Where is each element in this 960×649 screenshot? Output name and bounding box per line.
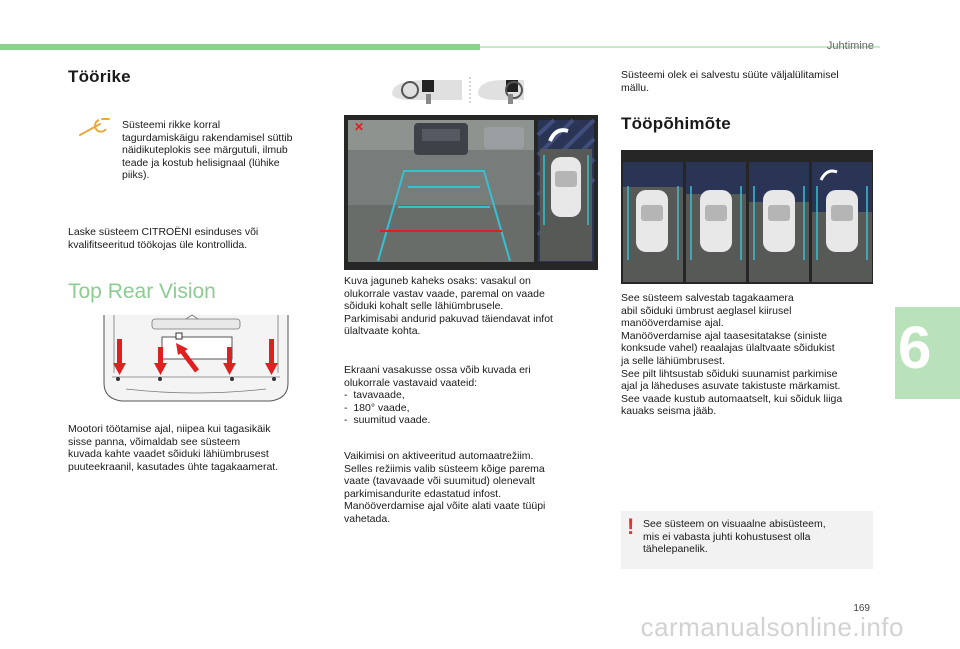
fault-title: Töörike xyxy=(68,67,131,86)
check-text: Laske süsteem CITROËNI esinduses või kvalifitseeritud töökojas üle kontrollida. xyxy=(68,226,259,251)
description: Mootori töötamise ajal, niipea kui tagasikäik sisse panna, võimaldab see süsteem kuvada kahte vaadet sõiduki lähiümbrusest puuteekraanil, kasutades ühte tagakaamerat. xyxy=(68,423,279,473)
watermark: carmanualsonline.info xyxy=(640,612,904,642)
camera-screen-image xyxy=(344,115,598,270)
fault-note: Süsteemi rikke korral tagurdamiskäigu rakendamisel süttib näidikuteplokis see märgutuli, ilmub teade ja kostub helisignaal (lühike piiks). xyxy=(122,119,293,182)
screen-parts-text: Kuva jaguneb kaheks osaks: vasakul on olukorrale vastav vaade, paremal on vaade sõiduki kohalt selle lähiümbrusele. Parkimisabi andurid pakuvad täiendavat infot ülaltvaate kohta. xyxy=(344,275,553,338)
chapter-title: Juhtimine xyxy=(826,40,874,52)
section-title: Top Rear Vision xyxy=(68,280,216,303)
page-number: 169 xyxy=(853,603,870,614)
rear-bumper-illustration xyxy=(96,313,296,415)
header-accent-bar xyxy=(0,44,480,50)
top-view-sequence-image xyxy=(621,150,873,284)
header-rule xyxy=(480,46,880,48)
warning-note-text: See süsteem on visuaalne abisüsteem, mis ei vabasta juhti kohustusest olla tähelepanelik. xyxy=(643,518,826,556)
principle-text: See süsteem salvestab tagakaamera abil sõiduki ümbrust aeglasel kiirusel manööverdamise ajal. Manööverdamise ajal taasesitatakse (siniste konksude vahel) reaalajas ülaltvaate sõidukist ja selle lähiümbrusest. See pilt lihtsustab sõiduki suunamist parkimise ajal ja läheduses asuvate takistuste märkamist. See vaade kustub automaatselt, kui sõiduk liiga kauaks seisma jääb. xyxy=(621,292,843,418)
view-item: - tavavaade, xyxy=(344,389,405,402)
views-text: Ekraani vasakusse ossa võib kuvada eri olukorrale vastavaid vaateid: - tavavaade, - 180° vaade, - suumitud vaade. xyxy=(344,364,594,427)
state-note: Süsteemi olek ei salvestu süüte väljalülitamisel mällu. xyxy=(621,69,839,94)
wrench-icon xyxy=(78,116,112,138)
view-item: - suumitud vaade. xyxy=(344,414,431,427)
warning-icon: ! xyxy=(627,514,635,539)
svg-text:✕: ✕ xyxy=(354,120,365,134)
principle-title: Tööpõhimõte xyxy=(621,114,731,133)
auto-mode-text: Vaikimisi on aktiveeritud automaatrežiim. Selles režiimis valib süsteem kõige parema vaate (tavavaade või suumitud) olenevalt parkimisandurite edastatud infost. Manööverdamise ajal võite alati vaate tüüpi vahetada. xyxy=(344,450,546,525)
chapter-number: 6 xyxy=(898,314,932,381)
view-item: - 180° vaade, xyxy=(344,401,410,414)
mirror-view-icons xyxy=(388,72,528,108)
